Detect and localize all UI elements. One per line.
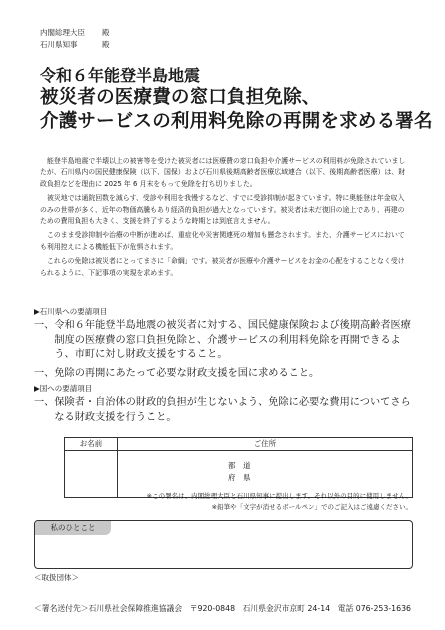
addressee-name: 石川県知事: [40, 40, 78, 49]
national-request-list: [34, 396, 414, 425]
request-item: [34, 396, 414, 425]
pen-note: ※鉛筆や「文字が消せるボールペン」でのご記入はご遠慮ください。: [211, 503, 412, 511]
footer: [34, 604, 411, 614]
intro-paragraph: これらの免除は被災者にとってまさに「命綱」です。被災者が医療や介護サービスをお金の心配をすることなく受けられるように、下記事項の実現を求めます。: [40, 257, 405, 277]
ishikawa-section-heading: ▶石川県への要請項目: [34, 307, 108, 316]
signature-table-header: [65, 438, 412, 451]
request-item: [34, 367, 414, 382]
addressee-name: 内閣総理大臣: [40, 28, 85, 37]
intro-text: [40, 156, 410, 282]
national-section-heading: ▶国への要請項目: [34, 384, 93, 393]
prefecture-label: [228, 460, 251, 484]
petition-title: [40, 66, 433, 134]
addressee-honorific: 殿: [102, 40, 110, 49]
prefecture-label-line-1: 都 道: [228, 461, 251, 470]
comment-box[interactable]: [34, 520, 413, 569]
request-item-text: 令和６年能登半島地震の被災者に対する、国民健康保険および後期高齢者医療制度の医療費の窓口負担免除と、介護サービスの利用料免除を再開できるよう、市町に対し財政支援をすること。: [54, 320, 411, 360]
prefecture-label-line-2: 府 県: [228, 473, 251, 482]
intro-paragraph: 能登半島地震で半壊以上の被害等を受けた被災者には医療費の窓口負担や介護サービスの利用料が免除されていましたが、石川県内の国民健康保険（以下、国保）および石川県後期高齢者医療広域連合（以下、後期高齢者医療）は、財政負担などを理由に 2025 年 6 月末をもって免除を打ち切りました。: [40, 157, 406, 188]
addressee-governor: [40, 40, 110, 50]
title-line-3: 介護サービスの利用料免除の再開を求める署名: [40, 111, 433, 132]
footer-postal: 〒920-0848: [189, 604, 236, 613]
name-column-header: お名前: [65, 438, 118, 450]
title-line-1: 令和６年能登半島地震: [40, 66, 201, 85]
title-line-2: 被災者の医療費の窓口負担免除、: [40, 87, 321, 108]
request-item: [34, 319, 414, 363]
request-item-text: 免除の再開にあたって必要な財政支援を国に求めること。: [54, 367, 320, 379]
address-field[interactable]: [118, 451, 412, 498]
signature-table: [64, 437, 413, 498]
item-marker: 一、: [34, 397, 55, 408]
addressee-honorific: 殿: [102, 28, 110, 37]
intro-paragraph: このまま受診抑制や治療の中断が進めば、重症化や災害関連死の増加も懸念されます。また、介護サービスにおいても利用控えによる機能低下が危惧されます。: [40, 231, 405, 251]
comment-box-label: 私のひとこと: [35, 521, 111, 535]
intro-paragraph: 被災地では通院回数を減らす、受診や利用を我慢するなど、すでに受診抑制が起きています。特に奥能登は年金収入のみの世帯が多く、近年の物価高騰もあり経済的負担が過大となっています。被災者は未だ復旧の途上であり、再建のための費用負担も大きく、支援を終了するような時期とは到底言えません。: [40, 194, 405, 226]
address-column-header: ご住所: [253, 439, 277, 448]
item-marker: 一、: [34, 320, 55, 331]
footer-sender: ＜署名送付先＞石川県社会保障推進協議会: [34, 604, 183, 613]
request-item-text: 保険者・自治体の財政的負担が生じないよう、免除に必要な費用についてさらなる財政支援を行うこと。: [54, 397, 411, 423]
usage-note: ※この署名は、内閣総理大臣と石川県知事に提出します。それ以外の目的に使用しません。: [146, 492, 412, 500]
footer-address: 石川県金沢市京町 24-14: [242, 604, 331, 613]
footer-phone: 電話 076-253-1636: [337, 604, 411, 613]
item-marker: 一、: [34, 367, 55, 379]
handling-organization-label: ＜取扱団体＞: [34, 573, 79, 582]
addressee-prime-minister: [40, 28, 110, 38]
signature-row: [65, 451, 412, 498]
name-field[interactable]: [65, 451, 118, 498]
ishikawa-request-list: [34, 319, 414, 381]
